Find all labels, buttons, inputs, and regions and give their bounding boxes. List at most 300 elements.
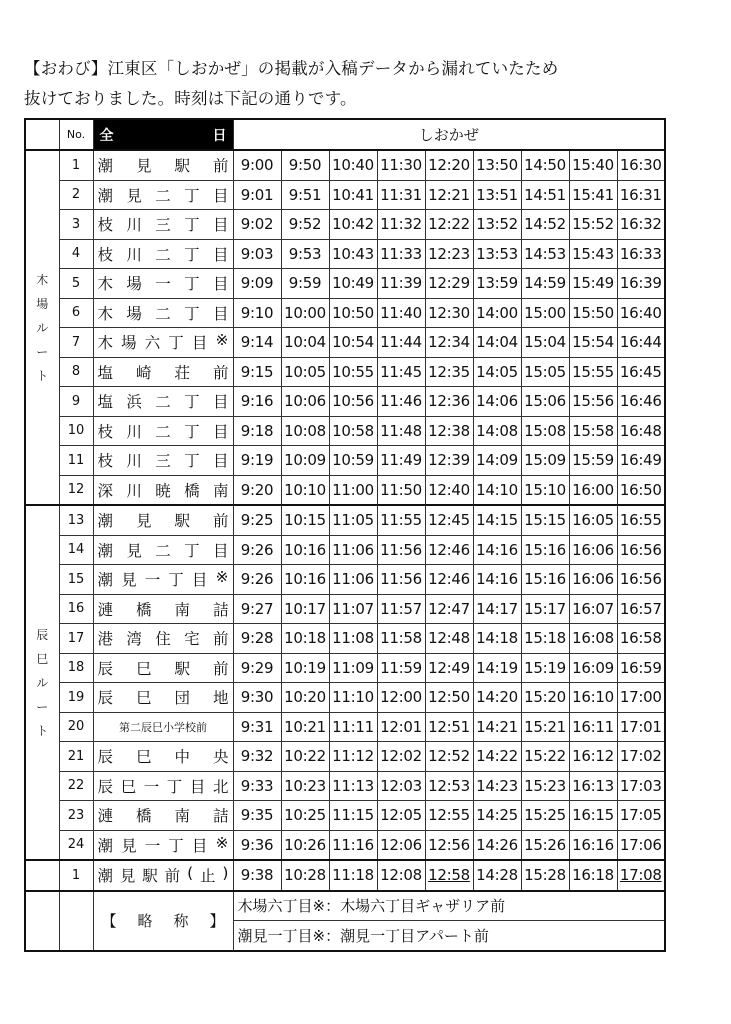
abbreviation-note: 木場六丁目※：木場六丁目ギャザリア前 — [233, 891, 665, 921]
departure-time — [281, 210, 329, 240]
stop-name-chars — [94, 539, 233, 561]
stop-char: 丁 — [184, 422, 200, 441]
stop-name-chars — [94, 598, 233, 620]
time-value: 9:25 — [240, 511, 274, 530]
time-value: 15:16 — [524, 540, 566, 559]
time-value: 12:38 — [428, 421, 470, 440]
time-value: 15:43 — [572, 244, 614, 263]
time-value: 15:26 — [524, 835, 566, 854]
time-value: 9:14 — [240, 333, 274, 352]
stop-char: ※ — [215, 568, 229, 587]
stop-char: 住 — [155, 630, 171, 649]
time-value: 10:10 — [284, 480, 326, 499]
time-value: 12:29 — [428, 274, 470, 293]
time-value: 12:34 — [428, 333, 470, 352]
stop-row — [25, 505, 665, 535]
departure-time — [521, 683, 569, 713]
departure-time — [233, 328, 281, 358]
stop-name-chars — [94, 213, 233, 235]
stop-number: 1 — [59, 150, 93, 180]
time-value: 12:49 — [428, 658, 470, 677]
departure-time — [473, 771, 521, 801]
stop-name-chars — [94, 657, 233, 679]
departure-time — [377, 210, 425, 240]
stop-row — [25, 594, 665, 624]
time-value: 10:49 — [332, 274, 374, 293]
stop-char: 辰 — [97, 659, 114, 678]
stop-row — [25, 180, 665, 210]
time-value: 11:50 — [380, 480, 422, 499]
time-value: 16:58 — [619, 629, 662, 648]
departure-time — [281, 653, 329, 683]
stop-char: 枝 — [97, 452, 114, 471]
stop-char: ) — [222, 864, 229, 883]
departure-time — [425, 416, 473, 446]
time-value: 11:06 — [332, 570, 374, 589]
stop-char: 見 — [126, 541, 142, 560]
departure-time — [425, 239, 473, 269]
stop-row — [25, 771, 665, 801]
route-header-cell — [25, 119, 59, 150]
time-value: 16:55 — [619, 511, 662, 530]
time-value: 12:58 — [428, 866, 470, 885]
time-value: 10:22 — [284, 747, 326, 766]
stop-char: 北 — [212, 777, 229, 796]
time-value: 16:48 — [619, 421, 662, 440]
departure-time — [329, 505, 377, 535]
stop-char: 塩 — [97, 363, 114, 382]
time-value: 12:46 — [428, 540, 470, 559]
departure-time — [521, 505, 569, 535]
departure-time — [569, 801, 617, 831]
time-value: 15:09 — [524, 451, 566, 470]
stop-row — [25, 416, 665, 446]
stop-name-chars — [94, 243, 233, 265]
time-value: 12:06 — [380, 835, 422, 854]
time-value: 9:01 — [240, 185, 274, 204]
stop-name-chars — [94, 719, 233, 735]
departure-time — [377, 860, 425, 891]
time-value: 12:05 — [380, 806, 422, 825]
departure-time — [425, 653, 473, 683]
departure-time — [281, 771, 329, 801]
time-value: 11:44 — [380, 333, 422, 352]
time-value: 15:41 — [572, 185, 614, 204]
departure-time — [473, 298, 521, 328]
time-value: 14:06 — [476, 392, 518, 411]
departure-time — [281, 150, 329, 180]
time-value: 10:20 — [284, 688, 326, 707]
departure-time — [521, 624, 569, 654]
departure-time — [569, 180, 617, 210]
departure-time — [521, 565, 569, 595]
time-value: 11:31 — [380, 185, 422, 204]
stop-number: 13 — [59, 505, 93, 535]
time-value: 15:06 — [524, 392, 566, 411]
departure-time — [377, 269, 425, 299]
time-value: 12:48 — [428, 629, 470, 648]
departure-time — [329, 830, 377, 860]
departure-time — [233, 505, 281, 535]
stop-char: 前 — [212, 157, 229, 176]
time-value: 17:05 — [619, 806, 662, 825]
departure-time — [377, 475, 425, 505]
stop-name-chars — [94, 272, 233, 294]
stop-number: 12 — [59, 475, 93, 505]
stop-number: 23 — [59, 801, 93, 831]
time-value: 9:26 — [240, 570, 274, 589]
departure-time — [233, 210, 281, 240]
time-value: 16:07 — [572, 599, 614, 618]
stop-name-chars — [94, 864, 233, 886]
time-value: 13:50 — [476, 156, 518, 175]
departure-time — [569, 416, 617, 446]
departure-time — [521, 653, 569, 683]
time-value: 11:10 — [332, 688, 374, 707]
departure-time — [329, 594, 377, 624]
departure-time — [617, 475, 665, 505]
stop-name — [93, 239, 233, 269]
stop-number: 8 — [59, 357, 93, 387]
stop-name-chars — [94, 361, 233, 383]
departure-time — [569, 387, 617, 417]
time-value: 11:55 — [380, 511, 422, 530]
time-value: 12:08 — [380, 866, 422, 885]
time-value: 14:16 — [476, 570, 518, 589]
stop-char: 川 — [126, 481, 142, 500]
departure-time — [377, 150, 425, 180]
stop-char: 潮 — [97, 512, 114, 531]
time-value: 15:00 — [524, 303, 566, 322]
time-value: 14:00 — [476, 303, 518, 322]
departure-time — [329, 150, 377, 180]
time-value: 11:07 — [332, 599, 374, 618]
departure-time — [329, 624, 377, 654]
stop-char: 丁 — [168, 836, 184, 855]
stop-char: 場 — [126, 304, 142, 323]
stop-name-chars — [94, 804, 233, 826]
time-value: 14:08 — [476, 421, 518, 440]
stop-char: 六 — [144, 334, 161, 353]
time-value: 16:56 — [619, 540, 662, 559]
departure-time — [473, 505, 521, 535]
departure-time — [569, 535, 617, 565]
time-value: 15:20 — [524, 688, 566, 707]
stop-row — [25, 357, 665, 387]
time-value: 10:28 — [284, 866, 326, 885]
time-value: 15:28 — [524, 866, 566, 885]
time-value: 10:40 — [332, 156, 374, 175]
time-value: 12:03 — [380, 776, 422, 795]
departure-time — [473, 594, 521, 624]
departure-time — [521, 180, 569, 210]
stop-char: 丁 — [168, 334, 184, 353]
time-value: 10:05 — [284, 362, 326, 381]
stop-name-chars — [94, 331, 233, 353]
time-value: 15:59 — [572, 451, 614, 470]
time-value: 17:06 — [619, 835, 662, 854]
time-value: 11:12 — [332, 747, 374, 766]
departure-time — [425, 387, 473, 417]
time-value: 14:25 — [476, 806, 518, 825]
departure-time — [233, 239, 281, 269]
stop-name — [93, 298, 233, 328]
time-value: 9:00 — [240, 156, 274, 175]
time-value: 14:19 — [476, 658, 518, 677]
stop-char: 一 — [144, 836, 161, 855]
departure-time — [377, 624, 425, 654]
time-value: 11:39 — [380, 274, 422, 293]
departure-time — [617, 210, 665, 240]
abbreviation-title-chars — [94, 910, 233, 931]
stop-char: 見 — [119, 867, 136, 886]
time-value: 11:18 — [332, 866, 374, 885]
stop-char: 駅 — [174, 659, 190, 678]
stop-number: 5 — [59, 269, 93, 299]
stop-name — [93, 742, 233, 772]
stop-name — [93, 624, 233, 654]
time-value: 9:53 — [288, 244, 322, 263]
time-value: 10:15 — [284, 511, 326, 530]
departure-time — [281, 535, 329, 565]
time-value: 11:05 — [332, 511, 374, 530]
time-value: 11:40 — [380, 303, 422, 322]
apology-notice — [24, 54, 704, 114]
time-value: 17:00 — [619, 688, 662, 707]
time-value: 12:46 — [428, 570, 470, 589]
time-value: 16:06 — [572, 570, 614, 589]
stop-char: 目 — [212, 541, 229, 560]
stop-char: 見 — [126, 186, 142, 205]
departure-time — [281, 239, 329, 269]
departure-time — [425, 712, 473, 742]
stop-name — [93, 357, 233, 387]
time-value: 12:47 — [428, 599, 470, 618]
departure-time — [425, 328, 473, 358]
time-value: 10:59 — [332, 451, 374, 470]
departure-time — [521, 475, 569, 505]
notice-line-2: 抜けておりました。時刻は下記の通りです。 — [24, 89, 357, 108]
departure-time — [281, 683, 329, 713]
stop-char: 見 — [135, 512, 152, 531]
departure-time — [281, 357, 329, 387]
stop-char: 駅 — [174, 512, 190, 531]
time-value: 9:50 — [288, 156, 322, 175]
time-value: 9:27 — [240, 599, 274, 618]
time-value: 12:20 — [428, 156, 470, 175]
time-value: 9:09 — [240, 274, 274, 293]
departure-time — [617, 653, 665, 683]
departure-time — [281, 565, 329, 595]
time-value: 12:52 — [428, 747, 470, 766]
departure-time — [281, 387, 329, 417]
stop-name-chars — [94, 449, 233, 471]
departure-time — [569, 357, 617, 387]
stop-number: 3 — [59, 210, 93, 240]
departure-time — [521, 210, 569, 240]
departure-time — [473, 239, 521, 269]
departure-time — [329, 771, 377, 801]
time-value: 12:39 — [428, 451, 470, 470]
departure-time — [521, 328, 569, 358]
departure-time — [329, 239, 377, 269]
time-value: 9:02 — [240, 215, 274, 234]
stop-char: 辰 — [97, 748, 114, 767]
departure-time — [377, 565, 425, 595]
stop-name-chars — [94, 686, 233, 708]
time-value: 11:08 — [332, 629, 374, 648]
departure-time — [569, 683, 617, 713]
time-value: 11:30 — [380, 156, 422, 175]
departure-time — [617, 830, 665, 860]
departure-time — [473, 180, 521, 210]
stop-char: 宅 — [184, 630, 200, 649]
stop-number: 19 — [59, 683, 93, 713]
stop-number: 11 — [59, 446, 93, 476]
departure-time — [233, 475, 281, 505]
time-value: 11:09 — [332, 658, 374, 677]
time-value: 12:53 — [428, 776, 470, 795]
stop-number: 14 — [59, 535, 93, 565]
time-value: 17:01 — [619, 717, 662, 736]
time-value: 11:00 — [332, 480, 374, 499]
time-value: 11:06 — [332, 540, 374, 559]
abbr-spacer — [25, 891, 59, 951]
time-value: 16:11 — [572, 717, 614, 736]
departure-time — [281, 298, 329, 328]
departure-time — [329, 416, 377, 446]
departure-time — [377, 387, 425, 417]
stop-char: 丁 — [184, 186, 200, 205]
stop-char: 辰 — [97, 777, 114, 796]
departure-time — [521, 269, 569, 299]
departure-time — [569, 239, 617, 269]
departure-time — [233, 150, 281, 180]
stop-row — [25, 860, 665, 891]
departure-time — [473, 210, 521, 240]
departure-time — [425, 742, 473, 772]
departure-time — [569, 150, 617, 180]
time-value: 17:03 — [619, 776, 662, 795]
time-value: 13:52 — [476, 215, 518, 234]
stop-number: 21 — [59, 742, 93, 772]
departure-time — [425, 505, 473, 535]
departure-time — [521, 712, 569, 742]
time-value: 15:55 — [572, 362, 614, 381]
departure-time — [281, 475, 329, 505]
departure-time — [521, 239, 569, 269]
departure-time — [281, 446, 329, 476]
stop-char: 川 — [126, 452, 142, 471]
stop-number: 20 — [59, 712, 93, 742]
time-value: 12:35 — [428, 362, 470, 381]
stop-name-chars — [94, 184, 233, 206]
stop-name — [93, 683, 233, 713]
stop-row — [25, 624, 665, 654]
stop-name — [93, 830, 233, 860]
departure-time — [425, 801, 473, 831]
stop-char: 前 — [212, 512, 229, 531]
departure-time — [425, 150, 473, 180]
time-value: 15:22 — [524, 747, 566, 766]
time-value: 11:33 — [380, 244, 422, 263]
time-value: 16:57 — [619, 599, 662, 618]
departure-time — [233, 830, 281, 860]
departure-time — [377, 357, 425, 387]
stop-number: 17 — [59, 624, 93, 654]
abbr-title-char: 略 — [137, 912, 153, 930]
time-value: 10:16 — [284, 570, 326, 589]
time-value: 11:58 — [380, 629, 422, 648]
departure-time — [521, 860, 569, 891]
stop-char: 丁 — [168, 571, 184, 590]
stop-name — [93, 416, 233, 446]
stop-name — [93, 860, 233, 891]
route-label-cell — [25, 150, 59, 505]
time-value: 16:00 — [572, 480, 614, 499]
stop-number: 4 — [59, 239, 93, 269]
departure-time — [617, 328, 665, 358]
time-value: 10:19 — [284, 658, 326, 677]
stop-char: 橋 — [184, 481, 200, 500]
stop-char: 南 — [174, 600, 190, 619]
stop-row — [25, 683, 665, 713]
time-value: 13:51 — [476, 185, 518, 204]
departure-time — [377, 416, 425, 446]
all-day-char: 日 — [212, 127, 227, 144]
time-value: 10:16 — [284, 540, 326, 559]
stop-char: 前 — [212, 630, 229, 649]
departure-time — [233, 801, 281, 831]
stop-row — [25, 535, 665, 565]
time-value: 16:12 — [572, 747, 614, 766]
stop-char: 港 — [97, 630, 114, 649]
stop-number: 1 — [59, 860, 93, 891]
time-value: 10:00 — [284, 303, 326, 322]
stop-char: 丁 — [184, 393, 200, 412]
stop-char: 湾 — [126, 630, 142, 649]
stop-char: ( — [187, 864, 194, 883]
departure-time — [329, 357, 377, 387]
time-value: 10:17 — [284, 599, 326, 618]
departure-time — [377, 505, 425, 535]
stop-number: 6 — [59, 298, 93, 328]
time-value: 14:17 — [476, 599, 518, 618]
stop-char: 目 — [212, 216, 229, 235]
stop-char: 川 — [126, 216, 142, 235]
stop-char: 丁 — [184, 216, 200, 235]
departure-time — [521, 150, 569, 180]
no-header: No. — [59, 119, 93, 150]
time-value: 12:55 — [428, 806, 470, 825]
bus-name-header: しおかぜ — [233, 119, 665, 150]
time-value: 14:52 — [524, 215, 566, 234]
stop-char: 木 — [97, 334, 114, 353]
stop-row — [25, 475, 665, 505]
stop-char: 止 — [200, 867, 216, 886]
abbr-title-char: 【 — [101, 912, 117, 930]
departure-time — [473, 565, 521, 595]
time-value: 10:41 — [332, 185, 374, 204]
stop-name — [93, 150, 233, 180]
departure-time — [329, 180, 377, 210]
departure-time — [281, 416, 329, 446]
departure-time — [281, 830, 329, 860]
departure-time — [329, 535, 377, 565]
departure-time — [617, 357, 665, 387]
departure-time — [377, 239, 425, 269]
departure-time — [329, 269, 377, 299]
